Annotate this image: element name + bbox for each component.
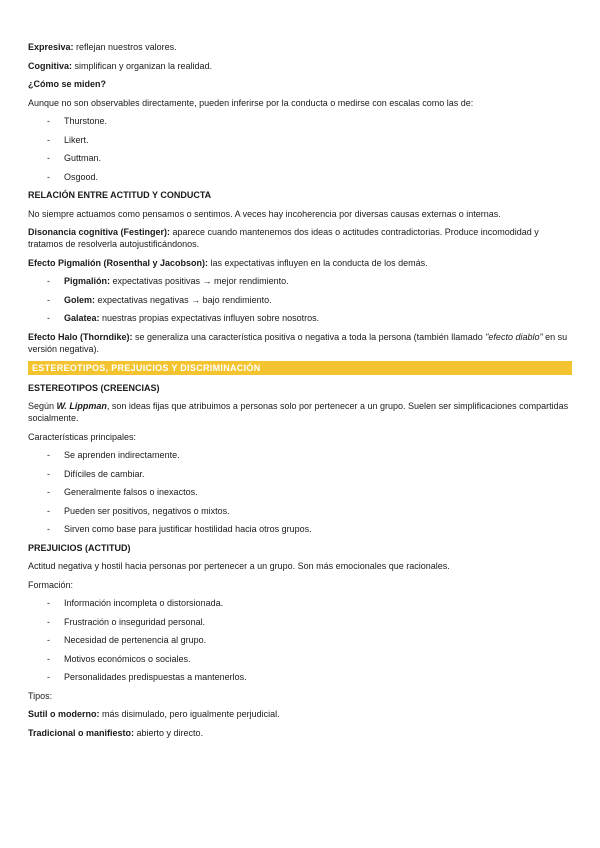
list-item: - Golem: expectativas negativas → bajo rendimiento.: [47, 294, 272, 305]
list-item: - Pigmalión: expectativas positivas → mejor rendimiento.: [47, 276, 289, 286]
list-escalas: [28, 115, 572, 183]
heading-estereotipos: ESTEREOTIPOS (CREENCIAS): [28, 382, 160, 393]
list-item: - Osgood.: [47, 171, 99, 182]
paragraph-como-se-miden: Aunque no son observables directamente, pueden inferirse por la conducta o medirse con escalas como las de:: [28, 97, 474, 108]
list-item: - Frustración o inseguridad personal.: [47, 616, 206, 627]
term-tradicional: Tradicional o manifiesto:: [28, 727, 135, 738]
term-cognitiva: Cognitiva:: [28, 60, 72, 71]
dash-marker: -: [47, 134, 50, 145]
dash-marker: -: [47, 276, 50, 286]
heading-relacion: RELACIÓN ENTRE ACTITUD Y CONDUCTA: [28, 190, 212, 200]
section-banner: ESTEREOTIPOS, PREJUICIOS Y DISCRIMINACIÓN: [28, 361, 572, 375]
dash-marker: -: [47, 450, 50, 460]
list-item: - Pueden ser positivos, negativos o mixtos.: [47, 505, 230, 516]
paragraph-sutil: Sutil o moderno: más disimulado, pero igualmente perjudicial.: [28, 709, 280, 719]
document-page: [28, 41, 572, 745]
term-sutil: Sutil o moderno:: [28, 709, 100, 719]
dash-marker: -: [47, 171, 50, 182]
dash-marker: -: [47, 487, 50, 497]
dash-marker: -: [47, 116, 50, 126]
list-pigmalion: [28, 275, 572, 324]
heading-prejuicios: PREJUICIOS (ACTITUD): [28, 542, 131, 553]
dash-marker: -: [47, 653, 50, 664]
paragraph-relacion: No siempre actuamos como pensamos o sentimos. A veces hay incoherencia por diversas causas externas o internas.: [28, 208, 501, 219]
paragraph-halo: Efecto Halo (Thorndike): se generaliza una característica positiva o negativa a toda la persona (también llamado "efecto diablo" en su versión negativa).: [28, 331, 568, 354]
list-item: - Sirven como base para justificar hostilidad hacia otros grupos.: [47, 524, 312, 534]
list-item: - Motivos económicos o sociales.: [47, 653, 191, 664]
dash-marker: -: [47, 672, 50, 682]
list-caracteristicas: [28, 449, 572, 535]
list-item: - Galatea: nuestras propias expectativas influyen sobre nosotros.: [47, 313, 320, 323]
list-item: - Información incompleta o distorsionada.: [47, 598, 224, 608]
paragraph-formacion: Formación:: [28, 579, 74, 590]
list-item: - Difíciles de cambiar.: [47, 468, 145, 479]
paragraph-tradicional: Tradicional o manifiesto: abierto y directo.: [28, 727, 204, 738]
dash-marker: -: [47, 468, 50, 479]
list-item: - Personalidades predispuestas a mantenerlos.: [47, 672, 247, 682]
paragraph-expresiva: [28, 41, 572, 53]
paragraph-tipos: Tipos:: [28, 690, 53, 701]
paragraph-disonancia: Disonancia cognitiva (Festinger): aparece cuando mantenemos dos ideas o actitudes contradictorias. Produce incomodidad y tratamos de resolverla autojustificándonos.: [28, 227, 539, 249]
paragraph-cognitiva: [28, 60, 572, 72]
dash-marker: -: [47, 635, 50, 645]
list-item: - Thurstone.: [47, 116, 108, 126]
dash-marker: -: [47, 524, 50, 534]
term-halo: Efecto Halo (Thorndike):: [28, 331, 133, 342]
list-item: - Likert.: [47, 134, 89, 145]
paragraph-estereotipos: Según W. Lippman, son ideas fijas que atribuimos a personas solo por pertenecer a un grupo. Suelen ser simplificaciones compartidas socialmente.: [28, 401, 569, 423]
heading-como-se-miden: ¿Cómo se miden?: [28, 79, 107, 89]
author-name: W. Lippman: [56, 401, 107, 411]
dash-marker: -: [47, 616, 50, 627]
term-disonancia: Disonancia cognitiva (Festinger):: [28, 227, 171, 237]
dash-marker: -: [47, 505, 50, 516]
list-item: - Necesidad de pertenencia al grupo.: [47, 635, 207, 645]
text-cognitiva: simplifican y organizan la realidad.: [72, 60, 213, 71]
paragraph-pigmalion: Efecto Pigmalión (Rosenthal y Jacobson): las expectativas influyen en la conducta de los demás.: [28, 257, 428, 268]
paragraph-caracteristicas: Características principales:: [28, 431, 137, 442]
dash-marker: -: [47, 294, 50, 305]
list-item: - Se aprenden indirectamente.: [47, 450, 180, 460]
paragraph-prejuicios: Actitud negativa y hostil hacia personas por pertenecer a un grupo. Son más emocionales que racionales.: [28, 561, 450, 571]
list-formacion: [28, 597, 572, 683]
text-expresiva: reflejan nuestros valores.: [73, 42, 177, 52]
list-item: - Generalmente falsos o inexactos.: [47, 487, 198, 497]
dash-marker: -: [47, 313, 50, 323]
dash-marker: -: [47, 153, 50, 163]
term-pigmalion: Efecto Pigmalión (Rosenthal y Jacobson):: [28, 257, 209, 268]
dash-marker: -: [47, 598, 50, 608]
term-expresiva: Expresiva:: [28, 42, 74, 52]
list-item: - Guttman.: [47, 153, 102, 163]
